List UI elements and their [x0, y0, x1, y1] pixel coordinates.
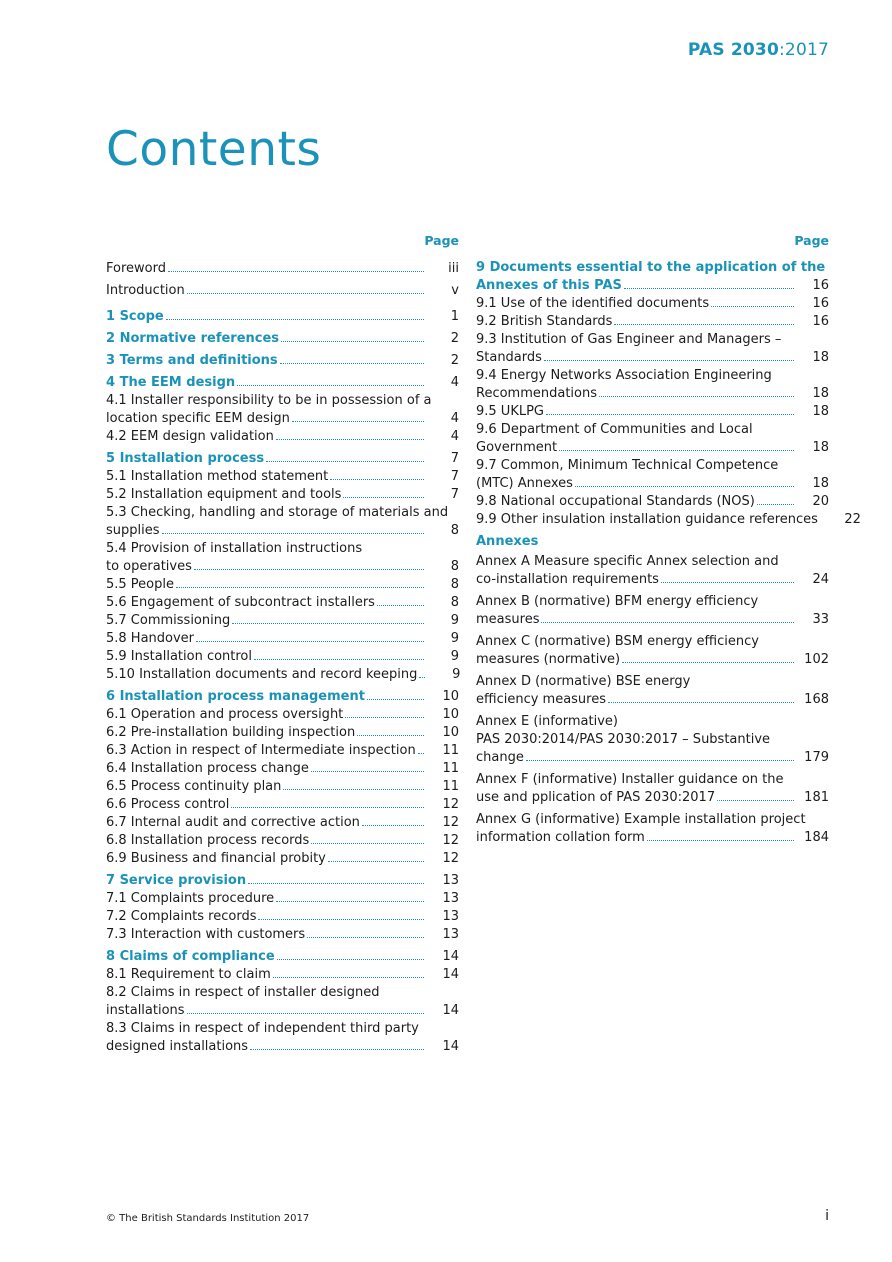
toc-entry-page: 9: [450, 631, 459, 646]
toc-entry-page: 18: [812, 350, 829, 365]
toc-entry-title: 6.4 Installation process change: [106, 761, 309, 776]
toc-entry-title: 6.1 Operation and process oversight: [106, 707, 344, 722]
dot-leader: [820, 522, 826, 523]
toc-entry-title: Introduction: [106, 283, 185, 298]
toc-entry-page: 24: [812, 572, 829, 587]
toc-entry-page: 179: [804, 750, 829, 765]
toc-entry-title: 7 Service provision: [106, 873, 247, 888]
toc-entry[interactable]: [106, 330, 459, 348]
dot-leader: [187, 1012, 424, 1014]
toc-entry-page: 12: [442, 833, 459, 848]
dot-leader: [258, 918, 424, 920]
dot-leader: [168, 270, 424, 272]
toc-entry-page: 4: [450, 411, 459, 426]
dot-leader: [273, 976, 424, 978]
toc-entry-title-start: Annex B (normative) BFM energy efficiency: [476, 594, 759, 609]
dot-leader: [266, 460, 424, 462]
toc-entry-title-start: Annex E (informative) PAS 2030:2014/PAS 2030:2017 – Substantive: [476, 714, 771, 747]
toc-entry-title: Recommendations: [476, 386, 598, 401]
toc-entry-page: 33: [812, 612, 829, 627]
toc-entry-title: location specific EEM design: [106, 411, 290, 426]
toc-entry-page: 14: [442, 949, 459, 964]
dot-leader: [328, 860, 424, 862]
toc-entry-title: information collation form: [476, 830, 645, 845]
toc-entry[interactable]: [106, 742, 459, 760]
toc-entry-page: 18: [812, 404, 829, 419]
toc-entry-title-start: 4.1 Installer responsibility to be in possession of a: [106, 393, 432, 408]
toc-entry-title-start: 9.3 Institution of Gas Engineer and Managers –: [476, 332, 782, 347]
toc-left-list: [106, 260, 459, 1056]
toc-entry-title: Government: [476, 440, 558, 455]
toc-entry-page: 8: [450, 523, 459, 538]
toc-entry[interactable]: [476, 259, 829, 295]
toc-entry[interactable]: [106, 666, 459, 684]
toc-entry-page: 4: [450, 375, 459, 390]
toc-entry-title: 9.8 National occupational Standards (NOS): [476, 494, 755, 509]
toc-entry-title-start: Annex D (normative) BSE energy: [476, 674, 691, 689]
dot-leader: [343, 496, 424, 498]
dot-leader: [307, 936, 424, 938]
toc-entry[interactable]: [106, 706, 459, 724]
toc-entry[interactable]: [476, 367, 829, 403]
toc-entry[interactable]: [476, 313, 829, 331]
dot-leader: [575, 485, 794, 487]
toc-entry-page: 8: [450, 595, 459, 610]
dot-leader: [526, 759, 794, 761]
toc-entry-page: 13: [442, 927, 459, 942]
doc-code: PAS 2030: [687, 40, 779, 60]
toc-entry[interactable]: [476, 331, 829, 367]
dot-leader: [345, 716, 424, 718]
toc-entry-page: 10: [442, 725, 459, 740]
dot-leader: [717, 799, 794, 801]
toc-entry[interactable]: [106, 282, 459, 300]
toc-entry-title: measures: [476, 612, 540, 627]
toc-entry-title: 5.6 Engagement of subcontract installers: [106, 595, 375, 610]
toc-entry-title: Standards: [476, 350, 542, 365]
dot-leader: [283, 788, 424, 790]
toc-entry-page: 12: [442, 815, 459, 830]
toc-entry-title: 5.5 People: [106, 577, 174, 592]
toc-entry-title: Annexes of this PAS: [476, 278, 622, 293]
toc-entry[interactable]: [106, 486, 459, 504]
toc-entry-title: 8.1 Requirement to claim: [106, 967, 271, 982]
toc-entry[interactable]: [106, 1020, 459, 1056]
toc-entry-title: 4.2 EEM design validation: [106, 429, 274, 444]
toc-entry-title-start: Annex G (informative) Example installation project: [476, 812, 806, 827]
doc-year: :2017: [779, 40, 829, 60]
toc-entry-title: 5.7 Commissioning: [106, 613, 231, 628]
toc-entry-page: 181: [804, 790, 829, 805]
toc-entry[interactable]: [106, 594, 459, 612]
toc-right-list: [476, 259, 861, 529]
toc-entry[interactable]: [106, 688, 459, 706]
toc-entry-page: 13: [442, 891, 459, 906]
dot-leader: [418, 752, 424, 754]
toc-entry-title: 5.10 Installation documents and record keeping: [106, 667, 418, 682]
toc-entry-page: 168: [804, 692, 829, 707]
toc-entry-title: 9.1 Use of the identified documents: [476, 296, 710, 311]
toc-entry-title-start: 8.3 Claims in respect of independent third party: [106, 1021, 419, 1036]
dot-leader: [232, 622, 424, 624]
toc-entry-page: 8: [450, 559, 459, 574]
toc-entry[interactable]: [106, 966, 459, 984]
toc-entry[interactable]: [106, 850, 459, 868]
dot-leader: [544, 359, 794, 361]
toc-entry[interactable]: [476, 633, 829, 669]
dot-leader: [622, 661, 794, 663]
toc-entry-page: 18: [812, 386, 829, 401]
toc-entry[interactable]: [106, 984, 459, 1020]
toc-entry[interactable]: [106, 428, 459, 446]
toc-entry[interactable]: [476, 511, 861, 529]
toc-entry-page: 7: [450, 487, 459, 502]
toc-entry[interactable]: [106, 908, 459, 926]
dot-leader: [254, 658, 424, 660]
toc-entry-page: 184: [804, 830, 829, 845]
toc-entry-page: 8: [450, 577, 459, 592]
dot-leader: [614, 323, 794, 325]
toc-entry[interactable]: [106, 576, 459, 594]
page-title: Contents: [106, 122, 322, 177]
toc-entry-title-start: 9.6 Department of Communities and Local: [476, 422, 753, 437]
toc-entry-page: 16: [812, 314, 829, 329]
toc-entry[interactable]: [106, 352, 459, 370]
toc-entry[interactable]: [106, 540, 459, 576]
toc-entry[interactable]: [106, 468, 459, 486]
toc-entry[interactable]: [106, 778, 459, 796]
toc-entry-title: 5 Installation process: [106, 451, 265, 466]
toc-entry[interactable]: [106, 612, 459, 630]
toc-entry-page: 14: [442, 967, 459, 982]
dot-leader: [276, 438, 424, 440]
toc-entry-title: efficiency measures: [476, 692, 607, 707]
toc-entry[interactable]: [106, 260, 459, 278]
page-column-label: Page: [794, 233, 829, 248]
toc-entry-title: Foreword: [106, 261, 166, 276]
toc-entry-page: 7: [450, 469, 459, 484]
toc-entry[interactable]: [106, 760, 459, 778]
running-header: [688, 40, 829, 60]
toc-entry-title-start: 9.7 Common, Minimum Technical Competence: [476, 458, 779, 473]
toc-entry-title-start: Annex C (normative) BSM energy efficiency: [476, 634, 759, 649]
toc-entry-page: 20: [812, 494, 829, 509]
toc-entry-page: 12: [442, 851, 459, 866]
toc-entry-page: 14: [442, 1003, 459, 1018]
toc-entry-title-start: 5.4 Provision of installation instructions: [106, 541, 363, 556]
toc-entry-page: 11: [442, 761, 459, 776]
toc-entry-title: 5.8 Handover: [106, 631, 195, 646]
toc-entry-page: iii: [448, 261, 459, 276]
toc-entry-title: 4 The EEM design: [106, 375, 236, 390]
toc-entry-title: 9.5 UKLPG: [476, 404, 545, 419]
toc-entry[interactable]: [476, 593, 829, 629]
toc-entry[interactable]: [106, 308, 459, 326]
toc-entry[interactable]: [476, 673, 829, 709]
toc-right-column: [476, 233, 861, 851]
dot-leader: [311, 842, 424, 844]
toc-entry-title: 3 Terms and definitions: [106, 353, 278, 368]
dot-leader: [711, 305, 794, 307]
toc-entry-title: installations: [106, 1003, 185, 1018]
toc-entry-title-start: 9.4 Energy Networks Association Engineering: [476, 368, 772, 383]
dot-leader: [166, 318, 424, 320]
dot-leader: [277, 958, 424, 960]
toc-entry[interactable]: [106, 926, 459, 944]
dot-leader: [647, 839, 794, 841]
toc-entry-title: 6 Installation process management: [106, 689, 365, 704]
annex-list: [476, 553, 829, 847]
toc-entry[interactable]: [106, 832, 459, 850]
toc-entry[interactable]: [476, 713, 829, 767]
toc-entry-title: (MTC) Annexes: [476, 476, 573, 491]
toc-entry-title: designed installations: [106, 1039, 249, 1054]
toc-entry-page: 16: [812, 296, 829, 311]
toc-entry-title: 5.9 Installation control: [106, 649, 253, 664]
toc-entry-title: 5.2 Installation equipment and tools: [106, 487, 342, 502]
toc-entry-page: 11: [442, 743, 459, 758]
dot-leader: [281, 340, 424, 342]
toc-entry[interactable]: [106, 630, 459, 648]
toc-entry[interactable]: [106, 814, 459, 832]
dot-leader: [237, 384, 424, 386]
toc-entry-page: 9: [452, 667, 461, 682]
toc-entry-page: v: [451, 283, 459, 298]
toc-entry[interactable]: [476, 553, 829, 589]
toc-entry[interactable]: [106, 648, 459, 666]
toc-entry-title: 5.1 Installation method statement: [106, 469, 329, 484]
dot-leader: [231, 806, 424, 808]
toc-entry-title: 7.3 Interaction with customers: [106, 927, 306, 942]
page-number: i: [825, 1208, 829, 1224]
toc-entry-title: use and pplication of PAS 2030:2017: [476, 790, 716, 805]
toc-entry-title-start: 9 Documents essential to the application of the: [476, 260, 826, 275]
toc-entry-title: 6.6 Process control: [106, 797, 230, 812]
toc-entry-page: 7: [450, 451, 459, 466]
toc-entry-page: 13: [442, 873, 459, 888]
dot-leader: [194, 568, 424, 570]
dot-leader: [292, 420, 424, 422]
dot-leader: [367, 698, 424, 700]
toc-entry-title: 1 Scope: [106, 309, 164, 324]
toc-entry-title: co-installation requirements: [476, 572, 659, 587]
dot-leader: [196, 640, 424, 642]
toc-entry-page: 2: [450, 353, 459, 368]
toc-entry[interactable]: [106, 450, 459, 468]
dot-leader: [546, 413, 794, 415]
toc-entry[interactable]: [476, 771, 829, 807]
toc-entry[interactable]: [476, 457, 829, 493]
dot-leader: [559, 449, 794, 451]
toc-entry[interactable]: [106, 504, 459, 540]
dot-leader: [250, 1048, 424, 1050]
toc-entry-page: 18: [812, 440, 829, 455]
dot-leader: [248, 882, 424, 884]
toc-entry-title: 6.7 Internal audit and corrective action: [106, 815, 360, 830]
dot-leader: [357, 734, 424, 736]
toc-entry-title: measures (normative): [476, 652, 621, 667]
toc-entry-title: supplies: [106, 523, 160, 538]
toc-entry-title: 6.2 Pre-installation building inspection: [106, 725, 356, 740]
toc-entry-title: 9.9 Other insulation installation guidance references: [476, 512, 818, 527]
toc-entry-page: 14: [442, 1039, 459, 1054]
dot-leader: [276, 900, 424, 902]
toc-entry[interactable]: [476, 493, 829, 511]
toc-entry[interactable]: [106, 872, 459, 890]
toc-entry-page: 4: [450, 429, 459, 444]
toc-entry-title: 6.5 Process continuity plan: [106, 779, 282, 794]
toc-entry-page: 9: [450, 649, 459, 664]
toc-entry-title: 2 Normative references: [106, 331, 280, 346]
toc-entry-page: 10: [442, 689, 459, 704]
toc-entry-title-start: Annex A Measure specific Annex selection and: [476, 554, 779, 569]
toc-entry[interactable]: [476, 421, 829, 457]
toc-entry-title-start: 8.2 Claims in respect of installer designed: [106, 985, 380, 1000]
dot-leader: [419, 676, 425, 678]
toc-entry-page: 13: [442, 909, 459, 924]
toc-entry-page: 10: [442, 707, 459, 722]
dot-leader: [362, 824, 424, 826]
toc-entry[interactable]: [476, 811, 829, 847]
toc-entry-page: 102: [804, 652, 829, 667]
dot-leader: [599, 395, 794, 397]
toc-entry[interactable]: [106, 724, 459, 742]
copyright-notice: © The British Standards Institution 2017: [106, 1213, 310, 1224]
toc-entry-title: 6.9 Business and financial probity: [106, 851, 326, 866]
toc-entry-page: 12: [442, 797, 459, 812]
dot-leader: [757, 503, 794, 505]
annexes-heading: Annexes: [476, 534, 539, 549]
toc-entry-page: 22: [844, 512, 861, 527]
toc-entry-page: 1: [450, 309, 459, 324]
toc-entry-title: 7.1 Complaints procedure: [106, 891, 275, 906]
dot-leader: [176, 586, 424, 588]
toc-entry[interactable]: [106, 948, 459, 966]
toc-entry-title: to operatives: [106, 559, 192, 574]
dot-leader: [541, 621, 794, 623]
toc-entry-title: 7.2 Complaints records: [106, 909, 257, 924]
toc-entry-page: 18: [812, 476, 829, 491]
dot-leader: [187, 292, 424, 294]
dot-leader: [162, 532, 424, 534]
toc-entry-title-start: Annex F (informative) Installer guidance on the: [476, 772, 784, 787]
dot-leader: [311, 770, 424, 772]
toc-entry-title: change: [476, 750, 524, 765]
toc-entry-page: 16: [812, 278, 829, 293]
toc-entry-title: 9.2 British Standards: [476, 314, 613, 329]
dot-leader: [280, 362, 424, 364]
toc-entry-title: 6.8 Installation process records: [106, 833, 310, 848]
dot-leader: [377, 604, 424, 606]
dot-leader: [330, 478, 424, 480]
toc-entry[interactable]: [476, 295, 829, 313]
toc-entry-page: 9: [450, 613, 459, 628]
toc-entry-title-start: 5.3 Checking, handling and storage of materials and: [106, 505, 449, 520]
toc-left-column: [106, 233, 459, 1056]
dot-leader: [661, 581, 794, 583]
toc-entry[interactable]: [106, 374, 459, 392]
page-column-label: Page: [424, 233, 459, 248]
toc-entry-page: 11: [442, 779, 459, 794]
toc-entry[interactable]: [106, 890, 459, 908]
toc-entry-page: 2: [450, 331, 459, 346]
dot-leader: [608, 701, 794, 703]
dot-leader: [624, 287, 794, 289]
toc-entry-title: 8 Claims of compliance: [106, 949, 275, 964]
toc-entry-title: 6.3 Action in respect of Intermediate inspection: [106, 743, 416, 758]
toc-entry[interactable]: [476, 403, 829, 421]
toc-entry[interactable]: [106, 796, 459, 814]
toc-entry[interactable]: [106, 392, 459, 428]
